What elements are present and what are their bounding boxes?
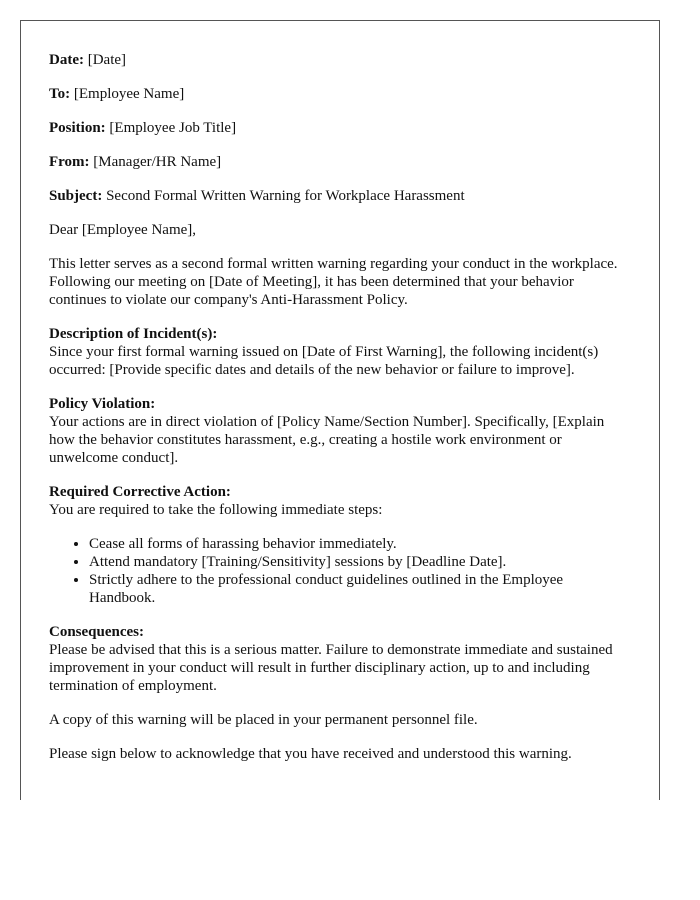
to-value: [Employee Name]: [73, 86, 185, 102]
position-value: [Employee Job Title]: [109, 120, 237, 136]
to-label: To:: [49, 86, 71, 102]
incident-section: [49, 325, 631, 379]
salutation: Dear [Employee Name],: [49, 222, 197, 238]
consequences-section: [49, 623, 631, 695]
incident-text: Since your first formal warning issued on [Date of First Warning], the following incident(s) occurred: [Provide specific dates and details of the new behavior or failure to improve].: [49, 344, 599, 378]
consequences-title: Consequences:: [49, 624, 145, 640]
action-list: [49, 535, 631, 607]
incident-title: Description of Incident(s):: [49, 326, 218, 342]
action-item: • Cease all forms of harassing behavior immediately.: [89, 535, 631, 553]
position-label: Position:: [49, 120, 106, 136]
policy-title: Policy Violation:: [49, 396, 156, 412]
date-line: [49, 51, 631, 69]
from-value: [Manager/HR Name]: [93, 154, 222, 170]
action-item: • Attend mandatory [Training/Sensitivity] sessions by [Deadline Date].: [89, 553, 631, 571]
policy-section: [49, 395, 631, 467]
copy-note: A copy of this warning will be placed in your permanent personnel file.: [49, 712, 478, 728]
action-section: [49, 483, 631, 519]
consequences-text: Please be advised that this is a serious matter. Failure to demonstrate immediate and sustained improvement in your conduct will result in further disciplinary action, up to and including termination of employment.: [49, 642, 613, 694]
to-line: [49, 85, 631, 103]
subject-label: Subject:: [49, 188, 103, 204]
action-title: Required Corrective Action:: [49, 484, 231, 500]
from-line: [49, 153, 631, 171]
intro-paragraph: This letter serves as a second formal written warning regarding your conduct in the workplace. Following our meeting on [Date of Meeting], it has been determined that your behavior continues to violate our company's Anti-Harassment Policy.: [49, 256, 618, 308]
warning-letter: [20, 20, 660, 800]
policy-text: Your actions are in direct violation of [Policy Name/Section Number]. Specifically, [Explain how the behavior constitutes harassment, e.g., creating a hostile work environment or unwelcome conduct].: [49, 414, 605, 466]
date-label: Date:: [49, 52, 84, 68]
action-item: • Strictly adhere to the professional conduct guidelines outlined in the Employee Handbook.: [89, 571, 631, 607]
date-value: [Date]: [87, 52, 127, 68]
position-line: [49, 119, 631, 137]
subject-value: Second Formal Written Warning for Workplace Harassment: [106, 188, 465, 204]
action-text: You are required to take the following immediate steps:: [49, 502, 383, 518]
subject-line: [49, 187, 631, 205]
sign-note: Please sign below to acknowledge that you have received and understood this warning.: [49, 746, 572, 762]
from-label: From:: [49, 154, 90, 170]
